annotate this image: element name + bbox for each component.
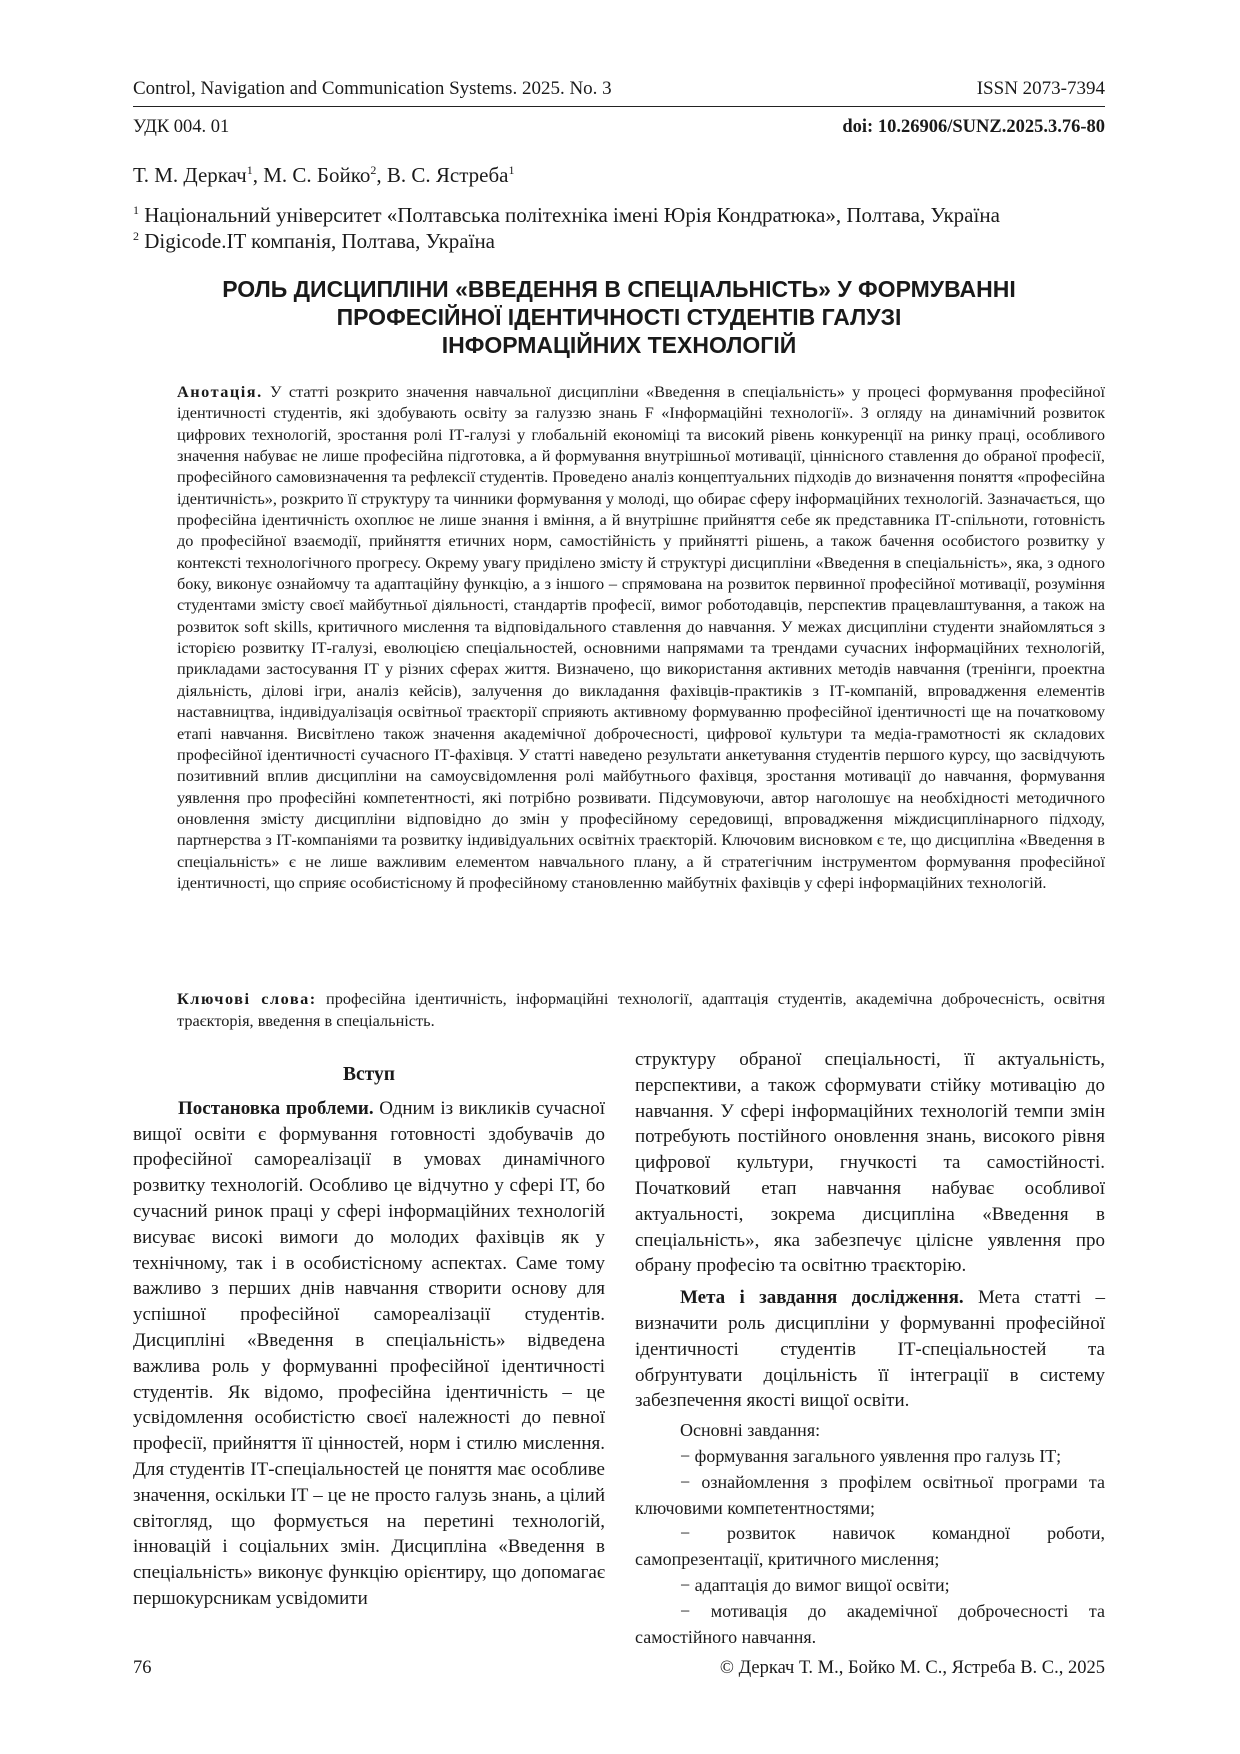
aim-paragraph — [635, 1285, 1105, 1414]
author-affil-mark: 1 — [508, 163, 515, 177]
problem-text: Одним із викликів сучасної вищої освіти є формування готовності здобувачів до професійної самореалізації в умовах динамічного розвитку технологій. Особливо це відчутно у сфері ІТ, бо сучасний ринок праці у сфері інформаційних технологій висуває високі вимоги до молодих фахівців як у технічному, так і в особистісному аспектах. Саме тому важливо з перших днів навчання створити основу для успішної професійної самореалізації студентів. Дисципліні «Введення в спеціальність» відведена важлива роль у формуванні професійної ідентичності студентів. Як відомо, професійна ідентичність – це усвідомлення особистістю своєї належності до певної професії, прийняття її цінностей, норм і стилю мислення. Для студентів ІТ-спеціальностей це поняття має особливе значення, оскільки ІТ – це не просто галузь знань, а цілий світогляд, що формується на перетині технологій, інновацій і соціальних змін. Дисципліна «Введення в спеціальність» виконує функцію орієнтиру, що допомагає першокурсникам усвідомити — [133, 1097, 605, 1609]
issn: ISSN 2073-7394 — [976, 78, 1105, 99]
section-heading: Вступ — [343, 1064, 395, 1085]
title-line: ІНФОРМАЦІЙНИХ ТЕХНОЛОГІЙ — [441, 332, 797, 358]
affiliation-mark: 2 — [133, 229, 139, 243]
doi: doi: 10.26906/SUNZ.2025.3.76-80 — [842, 117, 1105, 137]
author-affil-mark: 2 — [370, 163, 377, 177]
page-footer — [133, 1658, 1105, 1679]
aim-label: Мета і завдання дослідження. — [680, 1287, 964, 1309]
keywords-text: професійна ідентичність, інформаційні технології, адаптація студентів, академічна доброчесність, освітня траєкторія, введення в спеціальність. — [177, 989, 1105, 1030]
copyright: © Деркач Т. М., Бойко М. С., Ястреба В. С., 2025 — [719, 1658, 1105, 1678]
affiliation-2 — [133, 229, 495, 254]
abstract-text: У статті розкрито значення навчальної дисципліни «Введення в спеціальність» у процесі формування професійної ідентичності студентів, які здобувають освіту за галуззю знань F «Інформаційні технології». З огляду на динамічний розвиток цифрових технологій, зростання ролі ІТ-галузі у глобальній економіці та високий рівень конкуренції на ринку праці, особливого значення набуває не лише професійна підготовка, а й формування внутрішньої мотивації, ціннісного ставлення до обраної професії, професійного самовизначення та рефлексії студентів. Проведено аналіз концептуальних підходів до визначення поняття «професійна ідентичність», розкрито її структуру та чинники формування у молоді, що обирає сферу інформаційних технологій. Зазначається, що професійна ідентичність охоплює не лише знання і вміння, а й внутрішнє прийняття себе як представника ІТ-спільноти, готовність до професійної взаємодії, прийняття етичних норм, самостійність у прийнятті рішень, а також бачення особистого розвитку у контексті технологічного прогресу. Окрему увагу приділено змісту й структурі дисципліни «Введення в спеціальність», яка, з одного боку, виконує ознайомчу та адаптаційну функцію, а з іншого – спрямована на розвиток первинної професійної мотивації, розуміння студентами змісту своєї майбутньої діяльності, стандартів професії, вимог роботодавців, перспектив працевлаштування, а також на розвиток soft skills, критичного мислення та відповідального ставлення до навчання. У межах дисципліни студенти знайомляться з історією розвитку ІТ-галузі, еволюцією спеціальностей, основними напрямами та трендами сучасних інформаційних технологій, прикладами застосування ІТ у різних сферах життя. Визначено, що використання активних методів навчання (тренінги, проектна діяльність, ділові ігри, аналіз кейсів), залучення до викладання фахівців-практиків з ІТ-компаній, впровадження елементів наставництва, індивідуалізація освітньої траєкторії сприяють активному формуванню професійної ідентичності ще на початковому етапі навчання. Висвітлено також значення академічної доброчесності, цифрової культури та медіа-грамотності як складових професійної ідентичності сучасного ІТ-фахівця. У статті наведено результати анкетування студентів першого курсу, що засвідчують позитивний вплив дисципліни на самоусвідомлення ролі майбутнього фахівця, зростання мотивації до навчання, формування уявлення про професійні компетентності, які потрібно розвивати. Підсумовуючи, автор наголошує на необхідності методичного оновлення змісту дисципліни відповідно до змін у професійному середовищі, впровадження міждисциплінарного підходу, партнерства з ІТ-компаніями та розвитку індивідуальних освітніх траєкторій. Ключовим висновком є те, що дисципліна «Введення в спеціальність» є не лише важливим елементом навчального плану, а й стратегічним інструментом формування професійної ідентичності, що сприяє особистісному й професійному становленню майбутніх фахівців у сфері інформаційних технологій. — [177, 382, 1105, 892]
author-name: М. С. Бойко — [263, 163, 371, 187]
task-item: − мотивація до академічної доброчесності та самостійного навчання. — [635, 1600, 1105, 1647]
abstract-label: Анотація. — [177, 382, 263, 401]
header-rule — [133, 106, 1105, 107]
abstract — [177, 381, 1105, 893]
affiliation-1 — [133, 203, 1000, 228]
left-column — [133, 1040, 605, 1612]
author-affil-mark: 1 — [246, 163, 253, 177]
problem-paragraph — [133, 1096, 605, 1612]
author-name: Т. М. Деркач — [133, 163, 247, 187]
affiliation-text: Digicode.IT компанія, Полтава, Україна — [144, 229, 496, 253]
task-item: − ознайомлення з профілем освітньої програми та ключовими компетентностями; — [635, 1471, 1105, 1518]
task-item: − розвиток навичок командної роботи, самопрезентації, критичного мислення; — [635, 1523, 1105, 1570]
authors: Т. М. Деркач$^1$, М. С. Бойко$^2$, В. С. Ястреба$^1$ — [133, 163, 515, 187]
problem-label: Постановка проблеми. — [178, 1097, 374, 1119]
article-title — [133, 275, 1105, 359]
journal-name: Control, Navigation and Communication Systems. 2025. No. 3 — [133, 78, 612, 99]
keywords — [177, 988, 1105, 1031]
right-column — [635, 1047, 1105, 1650]
affiliation-text: Національний університет «Полтавська політехніка імені Юрія Кондратюка», Полтава, Україна — [144, 203, 1000, 227]
task-item: − формування загального уявлення про галузь ІТ; — [680, 1445, 1062, 1466]
affiliation-mark: 1 — [133, 203, 139, 217]
title-line: РОЛЬ ДИСЦИПЛІНИ «ВВЕДЕННЯ В СПЕЦІАЛЬНІСТЬ» У ФОРМУВАННІ — [222, 276, 1016, 302]
continuation-paragraph: структуру обраної спеціальності, її актуальність, перспективи, а також сформувати стійку мотивацію до навчання. У сфері інформаційних технологій темпи змін потребують постійного оновлення знань, високого рівня цифрової культури, гнучкості та самостійності. Початковий етап навчання набуває особливої актуальності, зокрема дисципліна «Введення в спеціальність», яка забезпечує цілісне уявлення про обрану професію та освітню траєкторію. — [635, 1049, 1105, 1277]
running-header — [133, 78, 1105, 102]
keywords-label: Ключові слова: — [177, 989, 317, 1008]
aim-text: Мета статті – визначити роль дисципліни у формуванні професійної ідентичності студентів ІТ-спеціальностей та обґрунтувати доцільність її інтеграції в систему забезпечення якості вищої освіти. — [635, 1287, 1106, 1412]
udc: УДК 004. 01 — [133, 117, 230, 137]
page-number: 76 — [133, 1658, 152, 1678]
tasks-label: Основні завдання: — [680, 1420, 821, 1441]
title-line: ПРОФЕСІЙНОЇ ІДЕНТИЧНОСТІ СТУДЕНТІВ ГАЛУЗІ — [336, 304, 902, 330]
udc-doi-line — [133, 117, 1105, 138]
task-item: − адаптація до вимог вищої освіти; — [680, 1574, 950, 1595]
author-name: В. С. Ястреба — [386, 163, 509, 187]
